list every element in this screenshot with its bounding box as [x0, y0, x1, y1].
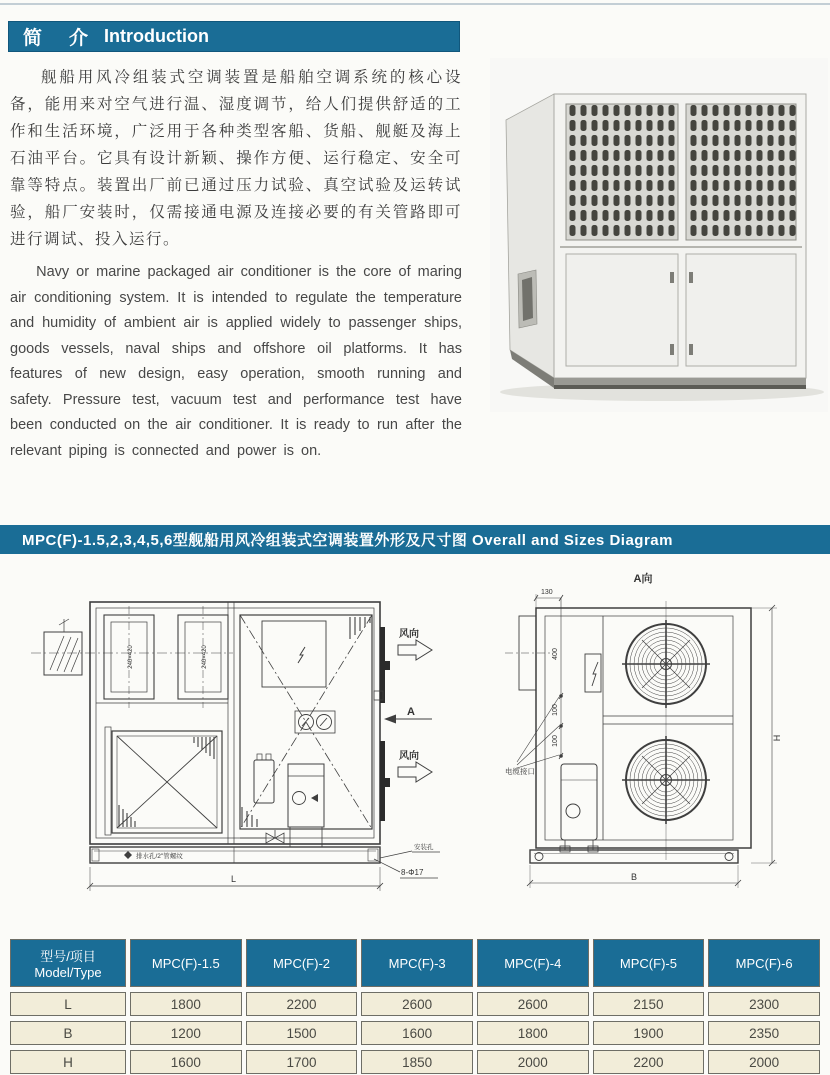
table-row — [10, 1021, 820, 1045]
side-view-lines — [505, 594, 777, 888]
wind-direction-label: 风向 — [399, 751, 419, 762]
row-label: L — [10, 992, 126, 1016]
dimensions-table — [6, 934, 824, 1075]
row-label: H — [10, 1050, 126, 1074]
table-cell: 2600 — [477, 992, 589, 1016]
table-header-cell: MPC(F)-1.5 — [130, 939, 242, 987]
front-view-drawing — [28, 575, 468, 910]
table-cell: 2200 — [593, 1050, 705, 1074]
table-row — [10, 992, 820, 1016]
table-header-row — [10, 939, 820, 987]
intro-header-bar — [8, 21, 460, 52]
dim-100-label: 100 — [552, 704, 559, 716]
table-row — [10, 1050, 820, 1074]
intro-paragraph-en: Navy or marine packaged air conditioner is the core of maring air conditioning system. It is intended to regulate the temperature and humidity of ambient air is applied widely to passenger ships, goods vessels, naval ships and offshore oil platforms. It has features of new design, easy operation, smooth running and safety. Pressure test, vacuum test and performance test have been conducted on the air conditioner. It is ready to run after the relevant piping is connected and power is on. — [10, 264, 462, 459]
ac-unit — [506, 94, 806, 389]
table-header-model-zh: 型号/项目 — [40, 949, 96, 964]
wind-direction-arrow-icon — [398, 640, 432, 660]
unit-side-face — [506, 94, 554, 378]
product-photo — [490, 58, 828, 412]
duct-size-label: 240×420 — [202, 645, 208, 669]
table-cell: 1800 — [130, 992, 242, 1016]
dim-400-label: 400 — [552, 648, 559, 660]
table-cell: 1200 — [130, 1021, 242, 1045]
table-cell: 2000 — [477, 1050, 589, 1074]
view-a-arrow-icon — [384, 715, 396, 724]
dim-100-label: 100 — [552, 735, 559, 747]
door-handle — [670, 272, 674, 283]
section-header-bar — [0, 525, 830, 554]
top-rule — [0, 3, 830, 5]
intro-title-en: Introduction — [104, 26, 209, 46]
table-header-cell: MPC(F)-5 — [593, 939, 705, 987]
fan-bottom — [622, 736, 710, 824]
dim-h-label: H — [772, 734, 782, 742]
table-header-cell: MPC(F)-4 — [477, 939, 589, 987]
door-handle — [689, 272, 693, 283]
duct-size-label: 240×420 — [128, 645, 134, 669]
table-cell: 2200 — [246, 992, 358, 1016]
dim-b-label: B — [631, 872, 638, 882]
mount-hole-label: 安装孔 — [414, 844, 434, 851]
table-header-model-en: Model/Type — [34, 965, 102, 980]
dim-130-label: 130 — [541, 589, 553, 596]
table-cell: 2350 — [708, 1021, 820, 1045]
door-handle — [689, 344, 693, 355]
wind-direction-label: 风向 — [399, 629, 419, 640]
side-view-drawing — [503, 568, 803, 913]
table-header-cell: MPC(F)-2 — [246, 939, 358, 987]
table-cell: 2300 — [708, 992, 820, 1016]
section-title: MPC(F)-1.5,2,3,4,5,6型舰船用风冷组装式空调装置外形及尺寸图 Overall and Sizes Diagram — [22, 532, 673, 549]
table-cell: 1700 — [246, 1050, 358, 1074]
grille-panel-left — [566, 104, 678, 240]
door-handle — [670, 344, 674, 355]
door-panel-right — [686, 254, 796, 366]
table-cell: 1850 — [361, 1050, 473, 1074]
table-cell: 1500 — [246, 1021, 358, 1045]
dim-l-label: L — [231, 874, 237, 884]
wind-direction-arrow-icon — [398, 762, 432, 782]
unit-base-strip — [554, 385, 806, 389]
table-header-cell: MPC(F)-6 — [708, 939, 820, 987]
intro-paragraph-zh: 舰船用风冷组装式空调装置是船舶空调系统的核心设备，能用来对空气进行温、湿度调节，给人们提供舒适的工作和生活环境，广泛用于各种类型客船、货船、舰艇及海上石油平台。它具有设计新颖、操作方便、运行稳定、安全可靠等特点。装置出厂前已通过压力试验、真空试验及运转试验，船厂安装时，仅需接通电源及连接必要的有关管路即可进行调试、投入运行。 — [10, 69, 462, 248]
fan-top — [622, 620, 710, 708]
holes-spec-label: 8-Φ17 — [401, 868, 424, 877]
table-cell: 1600 — [361, 1021, 473, 1045]
grille-panel-right — [686, 104, 796, 240]
cable-port-label: 电缆接口 — [505, 767, 535, 776]
table-header-model-type — [10, 939, 126, 987]
drain-label: 排水孔/2"管螺纹 — [136, 853, 183, 860]
side-vent-opening — [522, 277, 533, 321]
table-cell: 1800 — [477, 1021, 589, 1045]
front-view-lines — [31, 602, 440, 891]
row-label: B — [10, 1021, 126, 1045]
table-cell: 1900 — [593, 1021, 705, 1045]
view-a-label: A — [407, 706, 415, 718]
door-panel-left — [566, 254, 678, 366]
table-cell: 2600 — [361, 992, 473, 1016]
view-a-title: A向 — [633, 573, 653, 585]
table-cell: 1600 — [130, 1050, 242, 1074]
table-cell: 2000 — [708, 1050, 820, 1074]
table-cell: 2150 — [593, 992, 705, 1016]
table-header-cell: MPC(F)-3 — [361, 939, 473, 987]
intro-title-zh: 简 介 — [23, 28, 93, 49]
